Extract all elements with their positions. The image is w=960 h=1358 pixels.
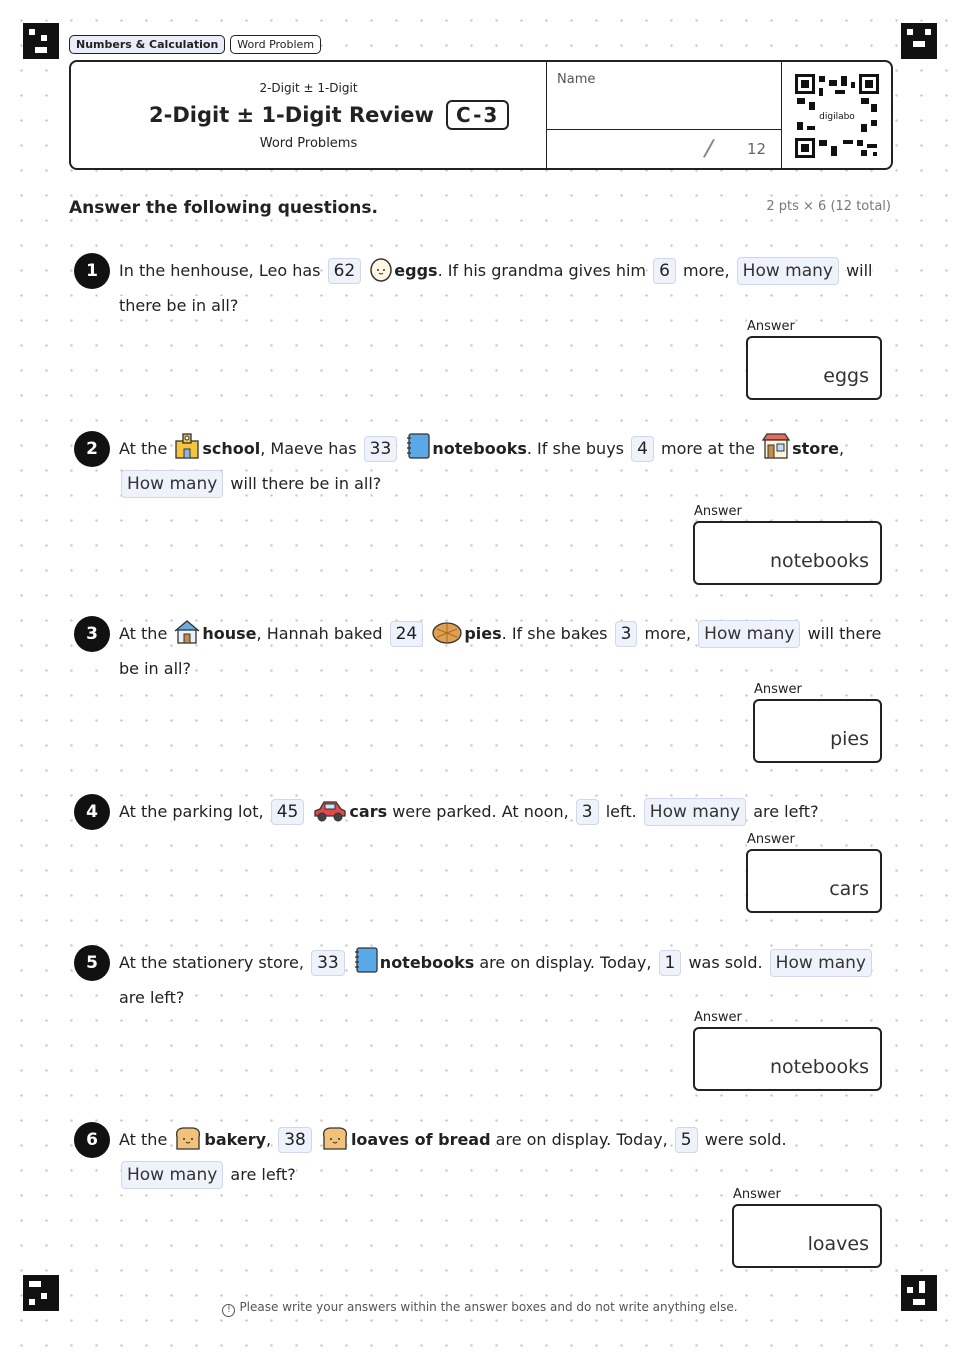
name-label: Name [557,72,596,87]
number-box: 3 [576,799,599,825]
question-number-3: 3 [74,616,110,652]
answer-box-3[interactable] [753,699,882,763]
how-many-box: How many [121,1161,223,1189]
how-many-box: How many [644,798,746,826]
answer-unit-6: loaves [807,1233,869,1255]
qr-code-icon [795,74,879,158]
question-number-1: 1 [74,253,110,289]
how-many-box: How many [770,949,872,977]
question-number-6: 6 [74,1122,110,1158]
number-box: 3 [615,621,638,647]
answer-unit-3: pies [830,728,869,750]
question-text-5: At the stationery store, 33 notebooks are on display. Today, 1 was sold. How many are left? [119,945,889,1015]
store-icon [761,432,791,460]
number-box: 4 [631,436,654,462]
title-block [71,62,547,168]
bread-icon [320,1125,350,1151]
answer-label-5: Answer [694,1010,742,1025]
qr-label: digilabo [819,112,855,122]
answer-unit-4: cars [829,878,869,900]
score-field [547,130,782,168]
answer-unit-2: notebooks [769,550,869,572]
question-text-3: At the house, Hannah baked 24 pies. If she bakes 3 more, How many will there be in all? [119,616,889,686]
question-text-1: In the henhouse, Leo has 62 eggs. If his grandma gives him 6 more, How many will there be in all? [119,253,889,323]
number-box: 1 [659,950,682,976]
number-box: 6 [653,258,676,284]
worksheet-code: C-3 [446,100,509,130]
school-icon [173,432,201,460]
worksheet-category: Word Problems [259,136,358,151]
question-number-2: 2 [74,431,110,467]
corner-marker-top-left [23,23,59,59]
pie-icon [431,621,463,645]
egg-icon [369,256,393,282]
answer-box-1[interactable] [746,336,882,400]
number-box: 24 [390,621,424,647]
number-box: 38 [278,1127,312,1153]
name-field[interactable] [547,62,782,130]
answer-label-3: Answer [754,682,802,697]
answer-label-6: Answer [733,1187,781,1202]
tag-list [69,35,321,54]
answer-label-1: Answer [747,319,795,334]
footer-note [0,1300,960,1317]
answer-box-2[interactable] [693,521,882,585]
question-number-5: 5 [74,945,110,981]
number-box: 5 [675,1127,698,1153]
worksheet-title: 2-Digit ± 1-Digit Review [149,103,434,127]
question-text-4: At the parking lot, 45 cars were parked. At noon, 3 left. How many are left? [119,794,889,829]
worksheet-subtitle: 2-Digit ± 1-Digit [259,81,358,95]
answer-box-6[interactable] [732,1204,882,1268]
how-many-box: How many [698,620,800,648]
answer-unit-5: notebooks [769,1056,869,1078]
instructions: Answer the following questions. [69,198,378,218]
number-box: 62 [328,258,362,284]
points-info: 2 pts × 6 (12 total) [766,199,891,214]
number-box: 33 [311,950,345,976]
answer-box-4[interactable] [746,849,882,913]
score-slash: / [702,133,716,163]
question-text-2: At the school, Maeve has 33 notebooks. If she buys 4 more at the store, How many will there be in all? [119,431,889,501]
question-number-4: 4 [74,794,110,830]
number-box: 45 [271,799,305,825]
worksheet-header [69,60,893,170]
answer-label-4: Answer [747,832,795,847]
notebook-icon [353,946,379,974]
info-icon: ! [222,1304,235,1317]
tag-type: Word Problem [230,35,321,54]
car-icon [312,799,348,823]
answer-label-2: Answer [694,504,742,519]
worksheet-title-row [149,100,509,130]
footer-text: Please write your answers within the answer boxes and do not write anything else. [239,1300,738,1314]
answer-unit-1: eggs [823,365,869,387]
how-many-box: How many [121,470,223,498]
number-box: 33 [364,436,398,462]
tag-category: Numbers & Calculation [69,35,225,54]
how-many-box: How many [737,257,839,285]
score-total: 12 [747,140,767,158]
notebook-icon [405,432,431,460]
answer-box-5[interactable] [693,1027,882,1091]
bread-icon [173,1125,203,1151]
question-text-6: At the bakery, 38 loaves of bread are on display. Today, 5 were sold. How many are left? [119,1122,889,1192]
corner-marker-top-right [901,23,937,59]
house-icon [173,619,201,645]
